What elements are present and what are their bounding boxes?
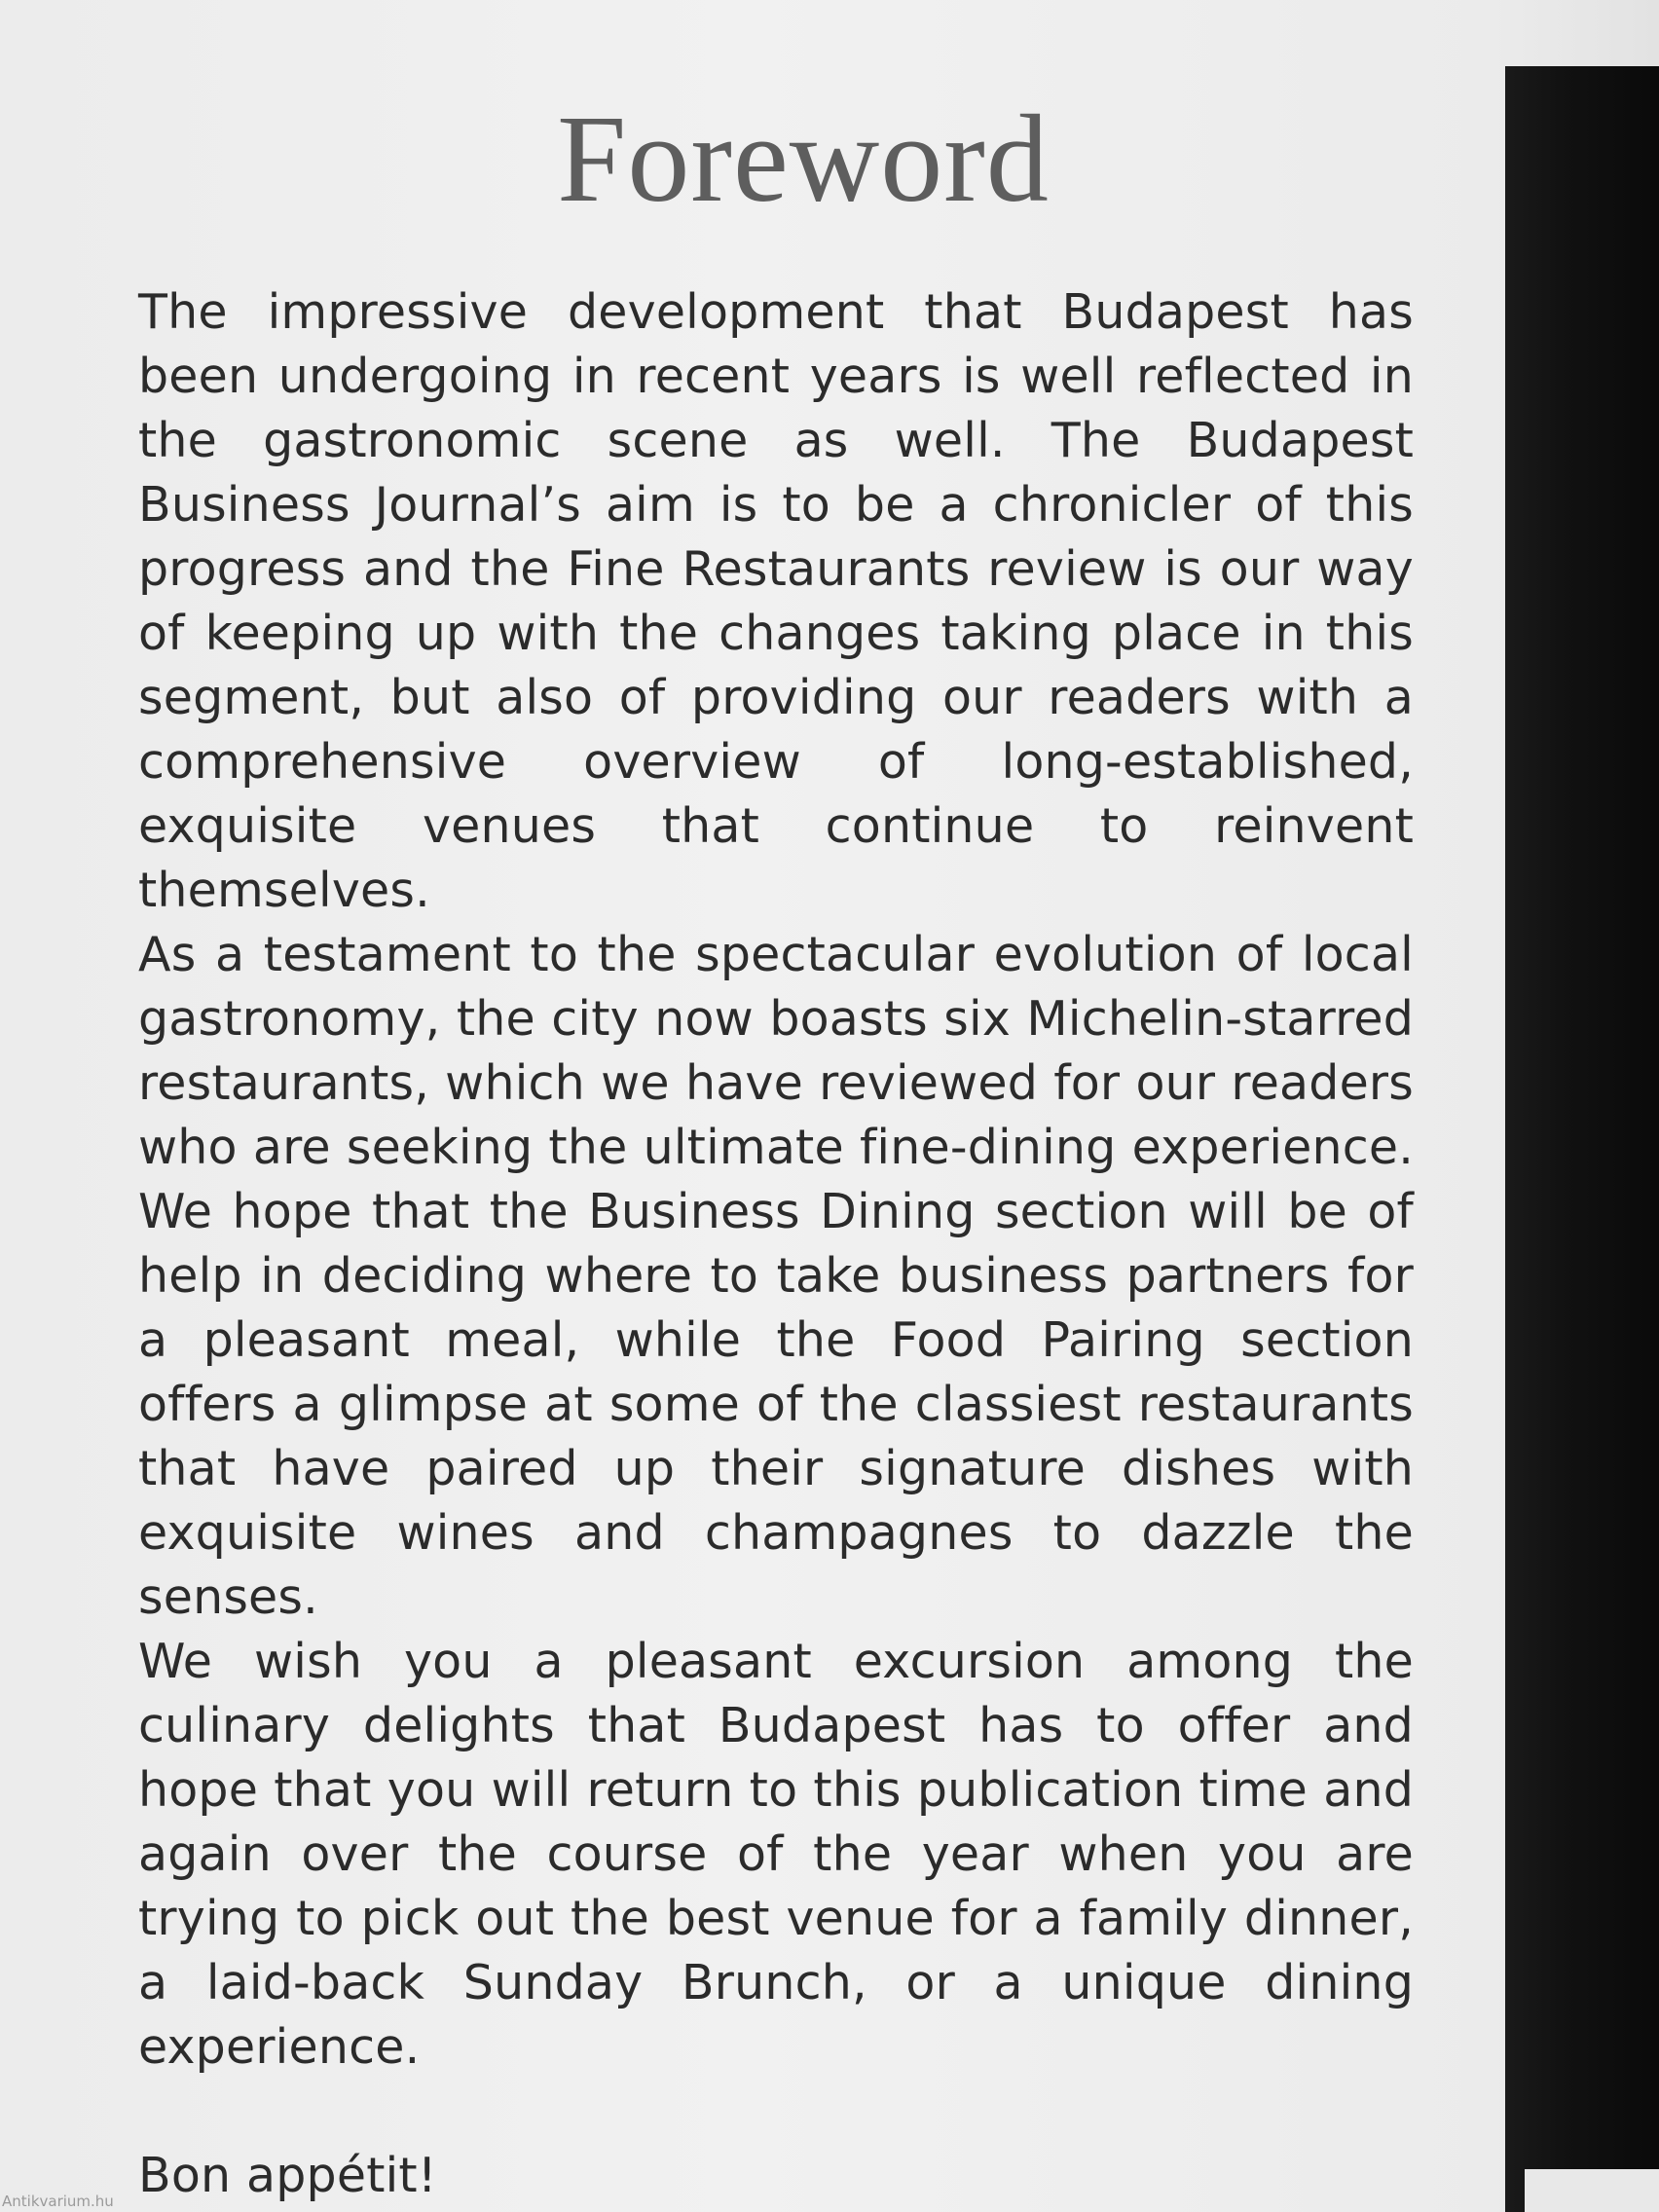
page-title: Foreword [557,90,1050,228]
page-edge-shadow [1505,66,1659,2212]
paragraph-3: We wish you a pleasant excursion among the culinary delights that Budapest has to offer and hope that you will return to this publication time and again over the course of the year when you are trying to pick out the best venue for a family dinner, a laid-back Sunday Brunch, or a unique dining experience. [138,1634,1414,2075]
page-edge-gap [1525,2169,1659,2212]
watermark: Antikvarium.hu [2,2193,114,2210]
sign-off: Bon appétit! [138,2148,437,2203]
paragraph-1: The impressive development that Budapest has been undergoing in recent years is well reflected in the gastronomic scene as well. The Budapest Business Journal’s aim is to be a chronicler of this progress and the Fine Restaurants review is our way of keeping up with the changes taking place in this segment, but also of providing our readers with a comprehensive overview of long-established, exquisite venues that continue to reinvent themselves. [138,284,1414,918]
foreword-body [138,280,1414,2208]
paragraph-2: As a testament to the spectacular evolution of local gastronomy, the city now boasts six Michelin-starred restaurants, which we have reviewed for our readers who are seeking the ultimate fine-dining experience. We hope that the Business Dining section will be of help in deciding where to take business partners for a pleasant meal, while the Food Pairing section offers a glimpse at some of the classiest restaurants that have paired up their signature dishes with exquisite wines and champagnes to dazzle the senses. [138,927,1414,1625]
